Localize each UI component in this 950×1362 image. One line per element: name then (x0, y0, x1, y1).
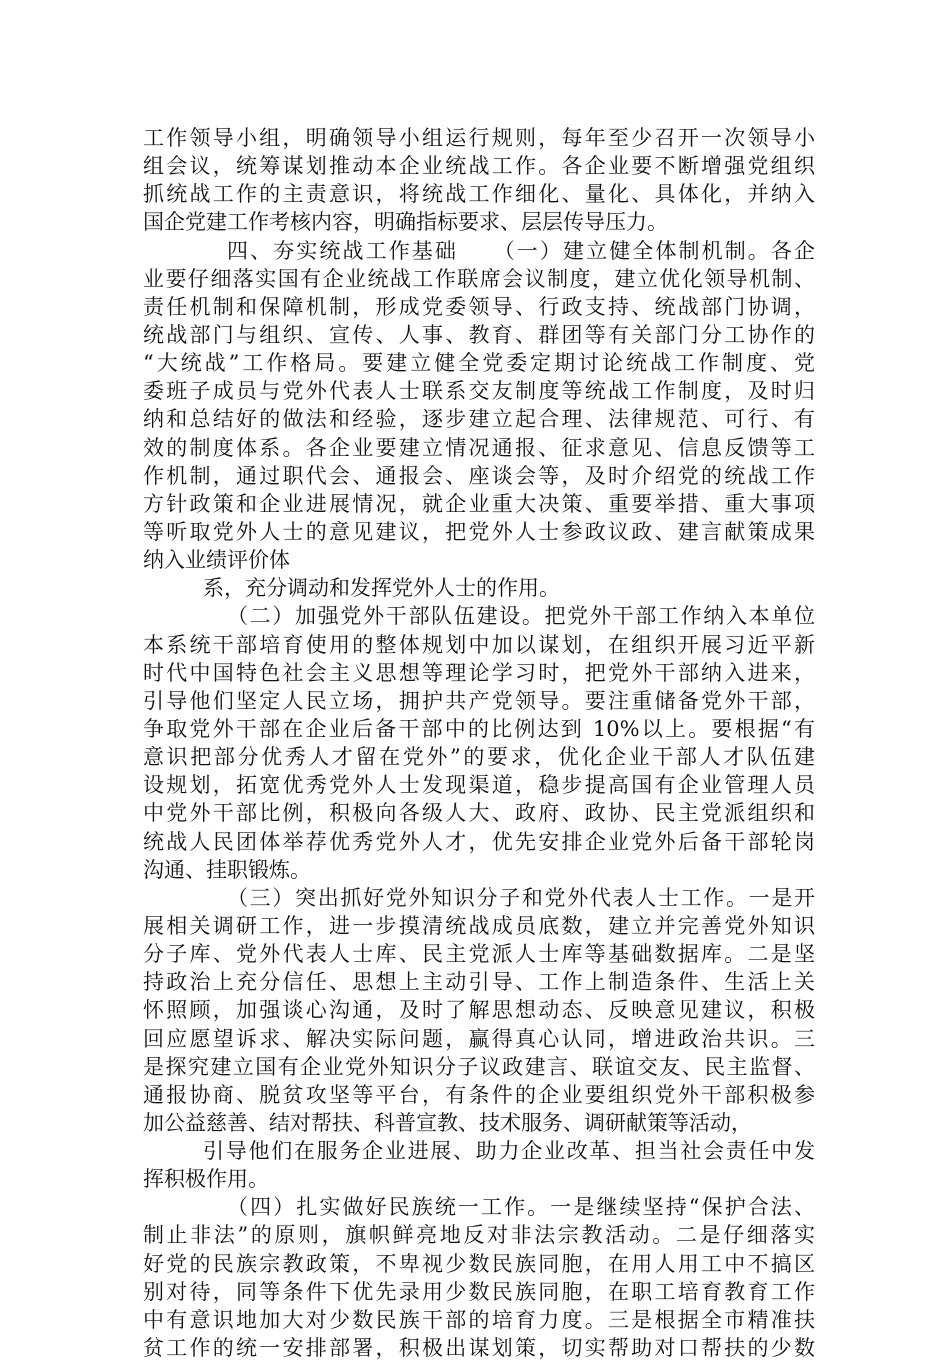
text-line: （三）突出抓好党外知识分子和党外代表人士工作。一是开 (227, 885, 815, 910)
text-line: 沟通、挂职锻炼。 (143, 857, 311, 882)
text-line: 统战人民团体举荐优秀党外人才，优先安排企业党外后备干部轮岗 (143, 829, 815, 854)
text-line: 纳入业绩评价体 (143, 548, 290, 573)
text-line: 怀照顾，加强谈心沟通，及时了解思想动态、反映意见建议，积极 (143, 998, 815, 1023)
text-line: 作机制，通过职代会、通报会、座谈会等，及时介绍党的统战工作 (143, 463, 815, 488)
text-line: 设规划，拓宽优秀党外人士发现渠道，稳步提高国有企业管理人员 (143, 773, 815, 798)
text-line: 是探究建立国有企业党外知识分子议政建言、联谊交友、民主监督、 (143, 1054, 815, 1079)
text-line: 委班子成员与党外代表人士联系交友制度等统战工作制度，及时归 (143, 379, 815, 404)
text-line: 贫工作的统一安排部署，积极出谋划策，切实帮助对口帮扶的少数 (143, 1336, 815, 1361)
text-line: 抓统战工作的主责意识，将统战工作细化、量化、具体化，并纳入 (143, 182, 815, 207)
text-line: 引导他们坚定人民立场，拥护共产党领导。要注重储备党外干部， (143, 688, 815, 713)
text-line: 系，充分调动和发挥党外人士的作用。 (203, 576, 560, 601)
text-line: 好党的民族宗教政策，不卑视少数民族同胞，在用人用工中不搞区 (143, 1251, 815, 1276)
text-line: 引导他们在服务企业进展、助力企业改革、担当社会责任中发 (203, 1139, 815, 1164)
text-line: 方针政策和企业进展情况，就企业重大决策、重要举措、重大事项 (143, 491, 815, 516)
text-line: 中党外干部比例，积极向各级人大、政府、政协、民主党派组织和 (143, 801, 815, 826)
text-line: 四、夯实统战工作基础 （一）建立健全体制机制。各企 (227, 238, 815, 263)
text-line: （二）加强党外干部队伍建设。把党外干部工作纳入本单位 (227, 604, 815, 629)
text-line: 展相关调研工作，进一步摸清统战成员底数，建立并完善党外知识 (143, 913, 815, 938)
text-line: 国企党建工作考核内容，明确指标要求、层层传导压力。 (143, 210, 668, 235)
text-line: 本系统干部培育使用的整体规划中加以谋划，在组织开展习近平新 (143, 632, 815, 657)
text-line: 意识把部分优秀人才留在党外”的要求，优化企业干部人才队伍建 (143, 745, 815, 770)
text-line: 组会议，统筹谋划推动本企业统战工作。各企业要不断增强党组织 (143, 154, 815, 179)
text-line: 中有意识地加大对少数民族干部的培育力度。三是根据全市精准扶 (143, 1307, 815, 1332)
text-line: 回应愿望诉求、解决实际问题，赢得真心认同，增进政治共识。三 (143, 1026, 815, 1051)
text-line: 争取党外干部在企业后备干部中的比例达到 10%以上。要根据“有 (143, 716, 815, 741)
text-line: 等听取党外人士的意见建议，把党外人士参政议政、建言献策成果 (143, 519, 815, 544)
text-line: （四）扎实做好民族统一工作。一是继续坚持“保护合法、 (227, 1195, 815, 1220)
text-line: 分子库、党外代表人士库、民主党派人士库等基础数据库。二是坚 (143, 942, 815, 967)
text-line: 效的制度体系。各企业要建立情况通报、征求意见、信息反馈等工 (143, 435, 815, 460)
text-line: 别对待，同等条件下优先录用少数民族同胞，在职工培育教育工作 (143, 1279, 815, 1304)
text-line: “大统战”工作格局。要建立健全党委定期讨论统战工作制度、党 (143, 351, 815, 376)
text-line: 时代中国特色社会主义思想等理论学习时，把党外干部纳入进来， (143, 660, 815, 685)
text-line: 纳和总结好的做法和经验，逐步建立起合理、法律规范、可行、有 (143, 407, 815, 432)
text-line: 加公益慈善、结对帮扶、科普宣教、技术服务、调研献策等活动， (143, 1110, 752, 1135)
text-line: 持政治上充分信任、思想上主动引导、工作上制造条件、生活上关 (143, 970, 815, 995)
text-line: 统战部门与组织、宣传、人事、教育、群团等有关部门分工协作的 (143, 322, 815, 347)
text-line: 责任机制和保障机制，形成党委领导、行政支持、统战部门协调， (143, 294, 815, 319)
document-page (143, 124, 815, 1362)
text-line: 挥积极作用。 (143, 1167, 269, 1192)
text-line: 工作领导小组，明确领导小组运行规则，每年至少召开一次领导小 (143, 126, 815, 150)
text-line: 业要仔细落实国有企业统战工作联席会议制度，建立优化领导机制、 (143, 266, 815, 291)
text-line: 制止非法”的原则，旗帜鲜亮地反对非法宗教活动。二是仔细落实 (143, 1223, 815, 1248)
text-line: 通报协商、脱贫攻坚等平台，有条件的企业要组织党外干部积极参 (143, 1082, 815, 1107)
